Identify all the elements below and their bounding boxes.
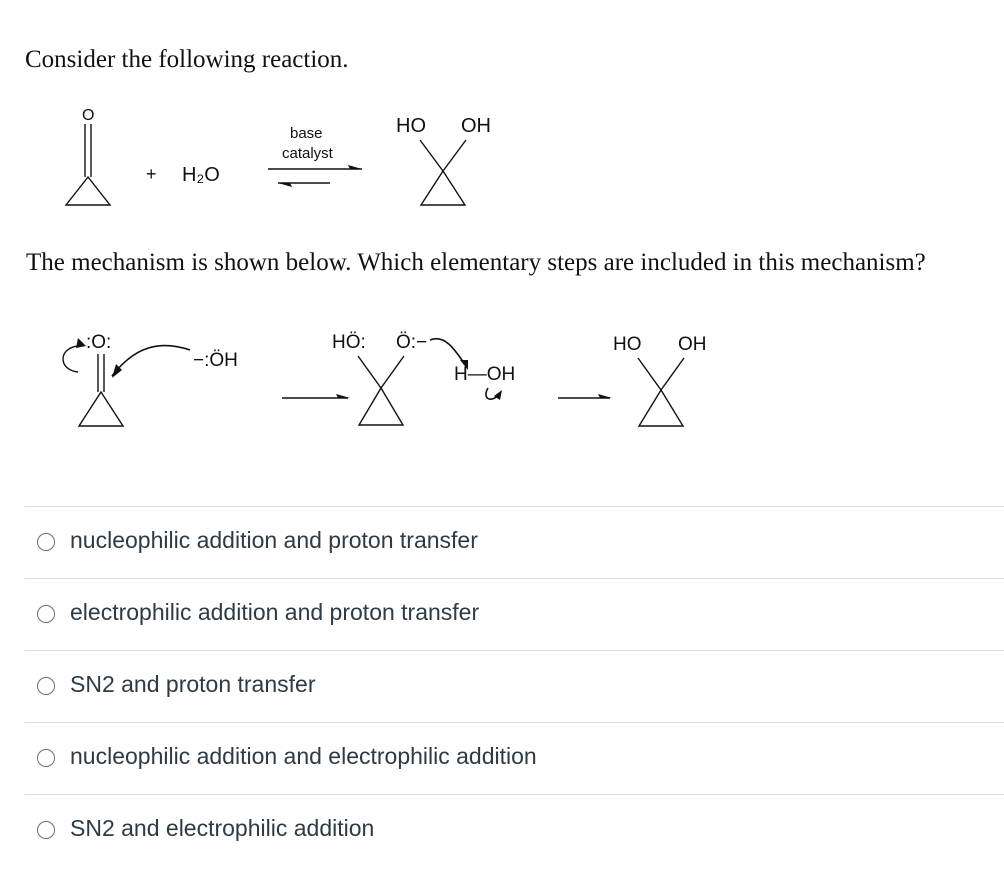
reagent-base-label: base — [290, 125, 323, 142]
product-oh-label: OH — [461, 115, 491, 137]
product-cyclopropane-icon — [421, 171, 465, 205]
answer-option-label: nucleophilic addition and electrophilic addition — [70, 743, 537, 769]
answer-option[interactable] — [25, 578, 1004, 650]
plus-sign: + — [146, 164, 157, 184]
question-mechanism-text: The mechanism is shown below. Which elementary steps are included in this mechanism? — [26, 249, 926, 276]
answer-options-list — [25, 506, 1004, 866]
intermediate-o-minus-label: Ö:− — [396, 332, 428, 353]
intermediate-ho-label: HÖ: — [332, 332, 366, 353]
proton-transfer-arrow-icon — [430, 339, 466, 366]
mech-ring-2-icon — [359, 388, 403, 425]
radio-button[interactable] — [37, 533, 55, 551]
answer-option[interactable] — [25, 506, 1004, 578]
mech-product-oh-label: OH — [678, 334, 707, 355]
reactant-oxygen-label: O — [82, 107, 95, 124]
answer-option[interactable] — [25, 794, 1004, 866]
answer-option[interactable] — [25, 722, 1004, 794]
mech-ring-3-icon — [639, 390, 683, 426]
radio-button[interactable] — [37, 749, 55, 767]
question-intro-text: Consider the following reaction. — [25, 46, 349, 73]
answer-option[interactable] — [25, 650, 1004, 722]
answer-option-label: electrophilic addition and proton transfer — [70, 599, 480, 625]
nucleophile-attack-arrow-icon — [112, 346, 190, 376]
mech-carbonyl-oxygen: :O: — [86, 332, 112, 353]
product-ho-label: HO — [396, 115, 426, 137]
reagent-catalyst-label: catalyst — [282, 145, 333, 162]
reaction-scheme — [0, 95, 540, 220]
mechanism-scheme — [0, 318, 760, 438]
answer-option-label: SN2 and electrophilic addition — [70, 815, 375, 841]
mech-ring-1-icon — [79, 392, 123, 426]
curved-arrow-icon — [63, 346, 78, 372]
answer-option-label: nucleophilic addition and proton transfer — [70, 527, 478, 553]
water-proton-donor: H—OH — [454, 364, 516, 385]
answer-option-label: SN2 and proton transfer — [70, 671, 316, 697]
hydroxide-nucleophile: −:ÖH — [193, 350, 238, 371]
radio-button[interactable] — [37, 821, 55, 839]
radio-button[interactable] — [37, 677, 55, 695]
radio-button[interactable] — [37, 605, 55, 623]
water-label: H₂O — [182, 164, 220, 186]
cyclopropane-ring-icon — [66, 177, 110, 205]
mech-product-ho-label: HO — [613, 334, 642, 355]
